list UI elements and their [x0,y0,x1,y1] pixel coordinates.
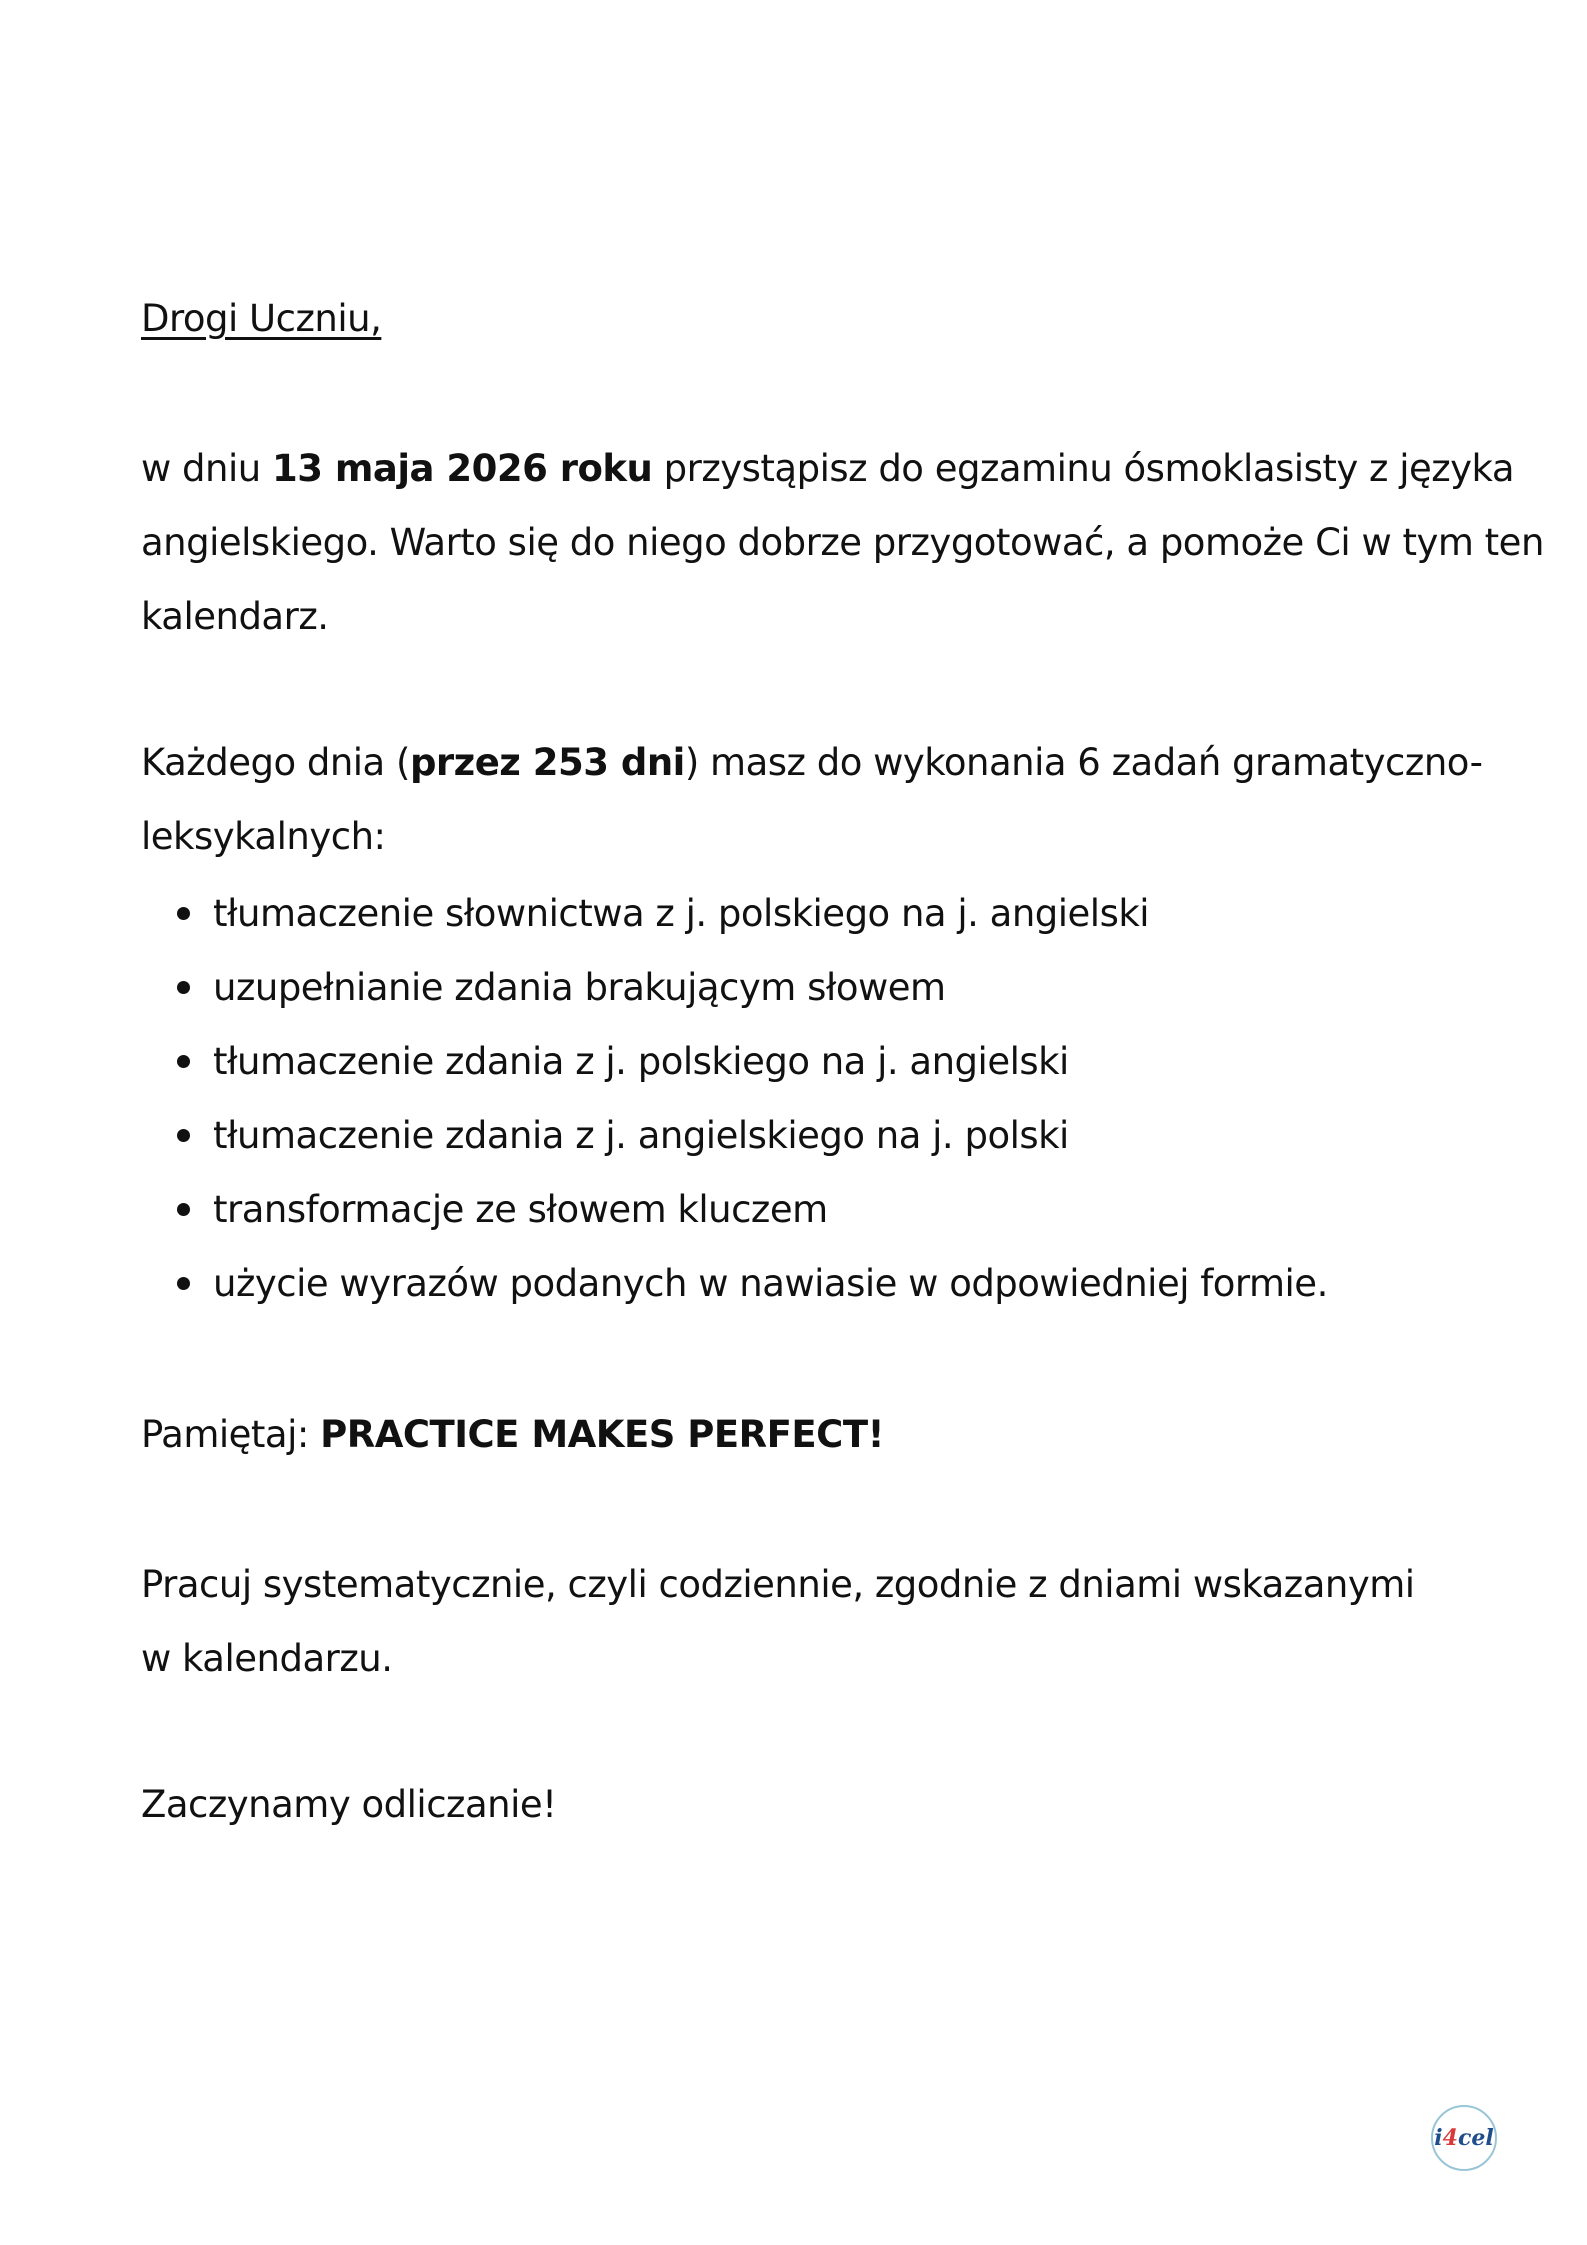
logo-part: 4 [1442,2125,1458,2151]
list-item-text: tłumaczenie zdania z j. polskiego na j. angielski [213,1040,1069,1083]
bullet-icon [177,981,190,994]
text-span: ) masz do wykonania 6 zadań gramatyczno- [684,741,1483,784]
motto-text: PRACTICE MAKES PERFECT! [320,1413,884,1456]
paragraph-daily-tasks [141,726,1482,874]
bullet-icon [177,907,190,920]
text-span: w dniu [141,447,272,490]
logo-part: i [1434,2125,1443,2151]
bullet-icon [177,1129,190,1142]
bullet-icon [177,1277,190,1290]
list-item [141,1173,1328,1247]
closing-line: Zaczynamy odliczanie! [141,1783,557,1826]
paragraph-exam-date [141,432,1544,654]
text-span: Każdego dnia ( [141,741,410,784]
day-count: przez 253 dni [409,741,685,784]
list-item [141,1025,1328,1099]
paragraph-line: angielskiego. Warto się do niego dobrze przygotować, a pomoże Ci w tym ten [141,521,1544,564]
list-item [141,951,1328,1025]
list-item-text: uzupełnianie zdania brakującym słowem [213,966,946,1009]
paragraph-line: kalendarz. [141,595,329,638]
list-item-text: użycie wyrazów podanych w nawiasie w odpowiedniej formie. [213,1262,1328,1305]
motto-label: Pamiętaj: [141,1413,321,1456]
paragraph-line: Pracuj systematycznie, czyli codziennie, zgodnie z dniami wskazanymi [141,1563,1415,1606]
text-span: przystąpisz do egzaminu ósmoklasisty z języka [652,447,1514,490]
list-item [141,1099,1328,1173]
logo-icon [1431,2105,1497,2171]
list-item-text: transformacje ze słowem kluczem [213,1188,828,1231]
bullet-icon [177,1203,190,1216]
bullet-icon [177,1055,190,1068]
list-item [141,877,1328,951]
paragraph-line [141,726,1482,800]
motto [141,1398,884,1472]
paragraph-line: w kalendarzu. [141,1637,393,1680]
paragraph-line: leksykalnych: [141,815,386,858]
paragraph-line [141,432,1544,506]
logo-part: cel [1457,2125,1494,2151]
exam-date: 13 maja 2026 roku [271,447,653,490]
task-list [141,877,1328,1321]
list-item-text: tłumaczenie słownictwa z j. polskiego na j. angielski [213,892,1150,935]
paragraph-systematic-work [141,1548,1415,1696]
greeting: Drogi Uczniu, [141,297,382,340]
list-item [141,1247,1328,1321]
list-item-text: tłumaczenie zdania z j. angielskiego na j. polski [213,1114,1069,1157]
